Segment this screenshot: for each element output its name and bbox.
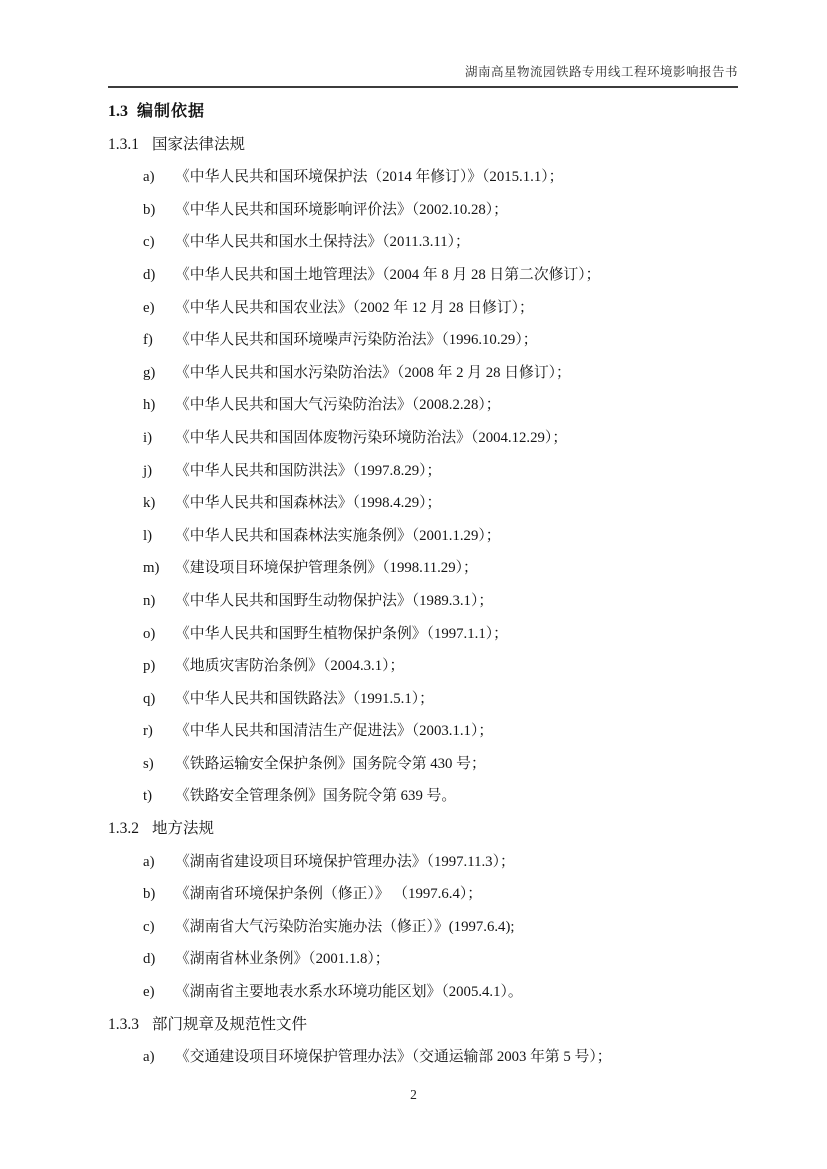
list-item-text: 《中华人民共和国固体废物污染环境防治法》（2004.12.29）；	[175, 429, 568, 446]
list-item-text: 《中华人民共和国野生动物保护法》（1989.3.1）；	[175, 592, 494, 609]
list-item-text: 《中华人民共和国环境影响评价法》（2002.10.28）；	[175, 201, 508, 218]
list-item	[108, 911, 758, 944]
list-item	[108, 943, 758, 976]
list-item	[108, 780, 758, 813]
list-item-text: 《中华人民共和国森林法实施条例》（2001.1.29）；	[175, 527, 501, 544]
list-item-text: 《湖南省建设项目环境保护管理办法》（1997.11.3）；	[175, 853, 515, 870]
list-item-label: d)	[143, 951, 156, 968]
list-item-label: t)	[143, 788, 153, 805]
list-item	[108, 715, 758, 748]
subsection-number: 1.3.3	[108, 1015, 139, 1033]
list-item	[108, 585, 758, 618]
list-item-text: 《地质灾害防治条例》（2004.3.1）；	[175, 658, 405, 675]
list-item-label: h)	[143, 397, 156, 414]
list-item-label: j)	[143, 462, 153, 479]
list-item-text: 《中华人民共和国土地管理法》（2004 年 8 月 28 日第二次修订）；	[175, 266, 601, 283]
list-item-label: r)	[143, 723, 153, 740]
list-item	[108, 389, 758, 422]
subsection-heading	[108, 129, 758, 162]
list-item	[108, 683, 758, 716]
list-item	[108, 748, 758, 781]
subsection-number: 1.3.1	[108, 135, 139, 153]
list-item-text: 《中华人民共和国防洪法》（1997.8.29）；	[175, 462, 442, 479]
list-item-text: 《中华人民共和国水土保持法》（2011.3.11）；	[175, 234, 470, 251]
list-item	[108, 552, 758, 585]
list-item-label: a)	[143, 853, 155, 870]
subsection-heading-text: 国家法律法规	[152, 135, 246, 153]
subsections-container	[108, 129, 758, 1074]
list-item-label: s)	[143, 755, 154, 772]
list-item-text: 《铁路安全管理条例》国务院令第 639 号。	[175, 788, 457, 805]
header-title: 湖南高星物流园铁路专用线工程环境影响报告书	[464, 65, 738, 79]
list-item-text: 《中华人民共和国森林法》（1998.4.29）；	[175, 495, 442, 512]
list-item	[108, 1041, 758, 1074]
list-item	[108, 520, 758, 553]
list-item-text: 《交通建设项目环境保护管理办法》（交通运输部 2003 年第 5 号）；	[175, 1049, 612, 1066]
list-item-text: 《中华人民共和国农业法》（2002 年 12 月 28 日修订）；	[175, 299, 534, 316]
list-item-label: e)	[143, 984, 155, 1001]
list-item-label: e)	[143, 299, 155, 316]
subsection-heading-text: 地方法规	[152, 820, 215, 838]
list-item-text: 《建设项目环境保护管理条例》（1998.11.29）；	[175, 560, 478, 577]
subsection-number: 1.3.2	[108, 820, 139, 838]
list-item-text: 《中华人民共和国环境噪声污染防治法》（1996.10.29）；	[175, 332, 538, 349]
page-header	[108, 64, 738, 88]
list-item-label: l)	[143, 527, 153, 544]
list-item	[108, 455, 758, 488]
list-item-label: p)	[143, 658, 156, 675]
document-content	[108, 96, 758, 1074]
list-item-text: 《中华人民共和国大气污染防治法》（2008.2.28）；	[175, 397, 501, 414]
list-item-label: c)	[143, 918, 155, 935]
list-item	[108, 292, 758, 325]
list-item-text: 《铁路运输安全保护条例》国务院令第 430 号；	[175, 755, 486, 772]
list-item	[108, 226, 758, 259]
list-item	[108, 878, 758, 911]
list-item-text: 《湖南省大气污染防治实施办法（修正）》(1997.6.4);	[175, 918, 515, 935]
list-item-text: 《湖南省林业条例》（2001.1.8）；	[175, 951, 390, 968]
list-item-label: b)	[143, 201, 156, 218]
list-item-text: 《中华人民共和国铁路法》（1991.5.1）；	[175, 690, 434, 707]
list-item	[108, 161, 758, 194]
list-item-label: o)	[143, 625, 156, 642]
list-item-text: 《湖南省主要地表水系水环境功能区划》（2005.4.1）。	[175, 984, 523, 1001]
page-number: 2	[410, 1087, 417, 1102]
list-item-label: c)	[143, 234, 155, 251]
list-item	[108, 487, 758, 520]
list-item-label: k)	[143, 495, 156, 512]
list-item-label: m)	[143, 560, 160, 577]
list-item-label: b)	[143, 886, 156, 903]
list-item-text: 《中华人民共和国野生植物保护条例》（1997.1.1）；	[175, 625, 508, 642]
list-item-label: g)	[143, 364, 156, 381]
list-item	[108, 650, 758, 683]
list-item-label: d)	[143, 266, 156, 283]
list-item-label: a)	[143, 169, 155, 186]
section-number: 1.3	[108, 103, 128, 120]
list-item	[108, 324, 758, 357]
subsection-heading	[108, 1009, 758, 1042]
list-item-text: 《中华人民共和国水污染防治法》（2008 年 2 月 28 日修订）；	[175, 364, 571, 381]
list-item	[108, 422, 758, 455]
section-heading	[108, 96, 758, 129]
list-item	[108, 194, 758, 227]
list-item-text: 《中华人民共和国清洁生产促进法》（2003.1.1）；	[175, 723, 494, 740]
subsection-heading-text: 部门规章及规范性文件	[152, 1015, 308, 1033]
list-item-label: a)	[143, 1049, 155, 1066]
list-item	[108, 259, 758, 292]
list-item-text: 《中华人民共和国环境保护法（2014 年修订）》（2015.1.1）；	[175, 169, 564, 186]
list-item-text: 《湖南省环境保护条例（修正）》 （1997.6.4）；	[175, 886, 483, 903]
list-item	[108, 846, 758, 879]
list-item	[108, 357, 758, 390]
list-item	[108, 976, 758, 1009]
list-item-label: n)	[143, 592, 156, 609]
list-item-label: i)	[143, 429, 153, 446]
list-item-label: q)	[143, 690, 156, 707]
section-heading-text: 编制依据	[137, 103, 206, 120]
list-item	[108, 618, 758, 651]
subsection-heading	[108, 813, 758, 846]
list-item-label: f)	[143, 332, 153, 349]
page-footer	[0, 1087, 827, 1103]
